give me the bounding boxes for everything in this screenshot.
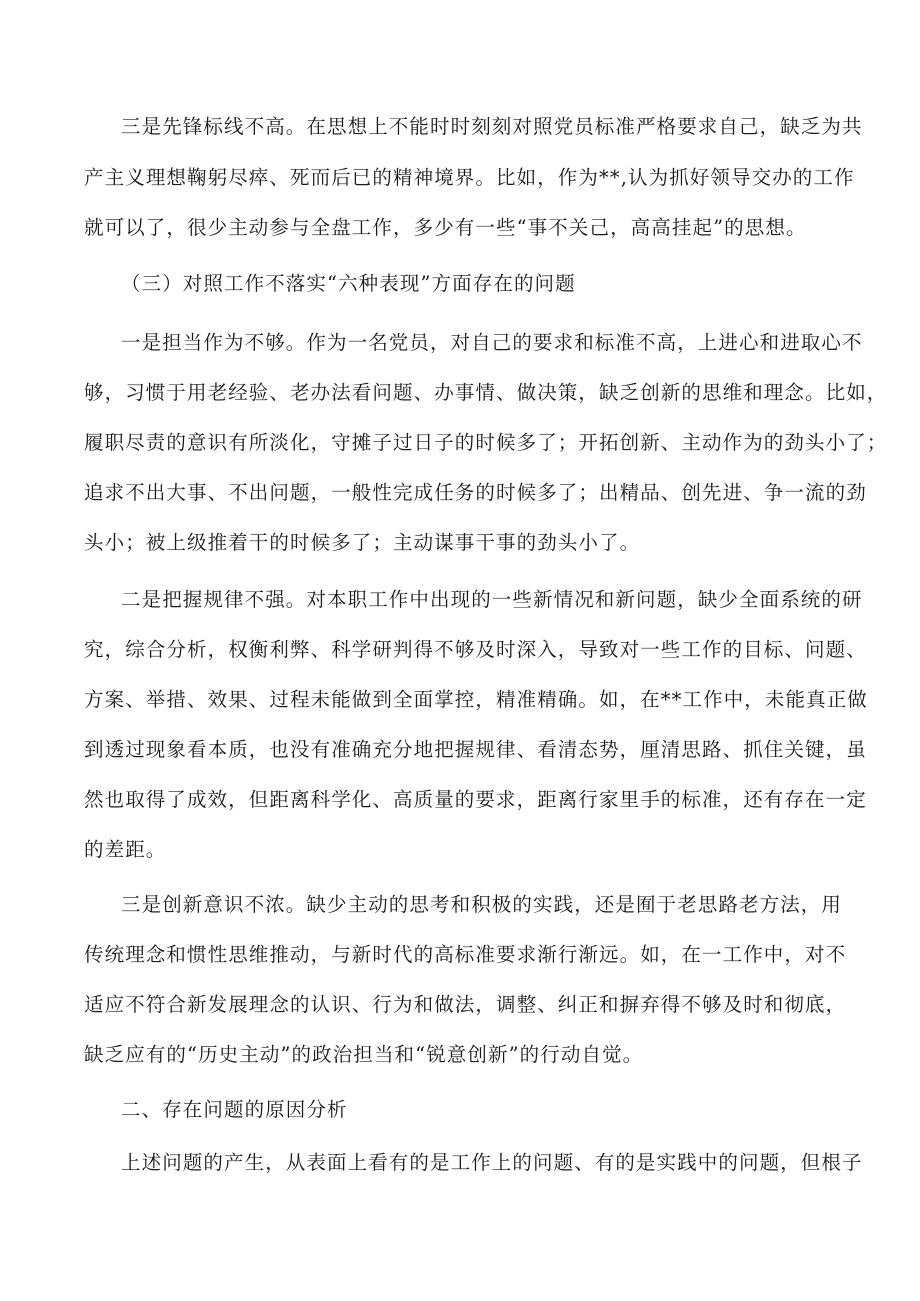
text-line: 追求不出大事、不出问题，一般性完成任务的时候多了；出精品、创先进、争一流的劲	[84, 481, 867, 504]
text-line: 产主义理想鞠躬尽瘁、死而后已的精神境界。比如，作为**,认为抓好领导交办的工作	[84, 166, 855, 189]
text-line: 一是担当作为不够。作为一名党员，对自己的要求和标准不高，上进心和进取心不	[121, 331, 863, 354]
text-line: 到透过现象看本质，也没有准确充分地把握规律、看清态势，厘清思路、抓住关键，虽	[84, 738, 867, 761]
text-line: 头小；被上级推着干的时候多了；主动谋事干事的劲头小了。	[84, 531, 641, 554]
text-line: 然也取得了成效，但距离科学化、高质量的要求，距离行家里手的标准，还有存在一定	[84, 788, 867, 811]
text-line: 履职尽责的意识有所淡化，守摊子过日子的时候多了；开拓创新、主动作为的劲头小了；	[84, 431, 888, 454]
text-line: 三是先锋标线不高。在思想上不能时时刻刻对照党员标准严格要求自己，缺乏为共	[121, 115, 863, 138]
text-line: 缺乏应有的“历史主动”的政治担当和“锐意创新”的行动自觉。	[84, 1043, 644, 1066]
text-line: 上述问题的产生，从表面上看有的是工作上的问题、有的是实践中的问题，但根子	[121, 1151, 863, 1174]
text-line: 二是把握规律不强。对本职工作中出现的一些新情况和新问题，缺少全面系统的研	[121, 588, 863, 611]
text-line: 传统理念和惯性思维推动，与新时代的高标准要求渐行渐远。如，在一工作中，对不	[84, 943, 847, 966]
text-line: 方案、举措、效果、过程未能做到全面掌控，精准精确。如，在**工作中，未能真正做	[84, 688, 868, 711]
text-line: 究，综合分析，权衡利弊、科学研判得不够及时深入，导致对一些工作的目标、问题、	[84, 638, 867, 661]
text-line: 适应不符合新发展理念的认识、行为和做法，调整、纠正和摒弃得不够及时和彻底，	[84, 993, 847, 1016]
text-line: 够，习惯于用老经验、老办法看问题、办事情、做决策，缺乏创新的思维和理念。比如，	[84, 381, 888, 404]
text-line: 三是创新意识不浓。缺少主动的思考和积极的实践，还是囿于老思路老方法，用	[121, 893, 843, 916]
section-heading: 二、存在问题的原因分析	[121, 1098, 348, 1121]
text-line: 的差距。	[84, 838, 167, 861]
text-line: 就可以了，很少主动参与全盘工作，多少有一些“事不关己，高高挂起”的思想。	[84, 216, 807, 239]
section-heading: （三）对照工作不落实“六种表现”方面存在的问题	[121, 272, 576, 295]
